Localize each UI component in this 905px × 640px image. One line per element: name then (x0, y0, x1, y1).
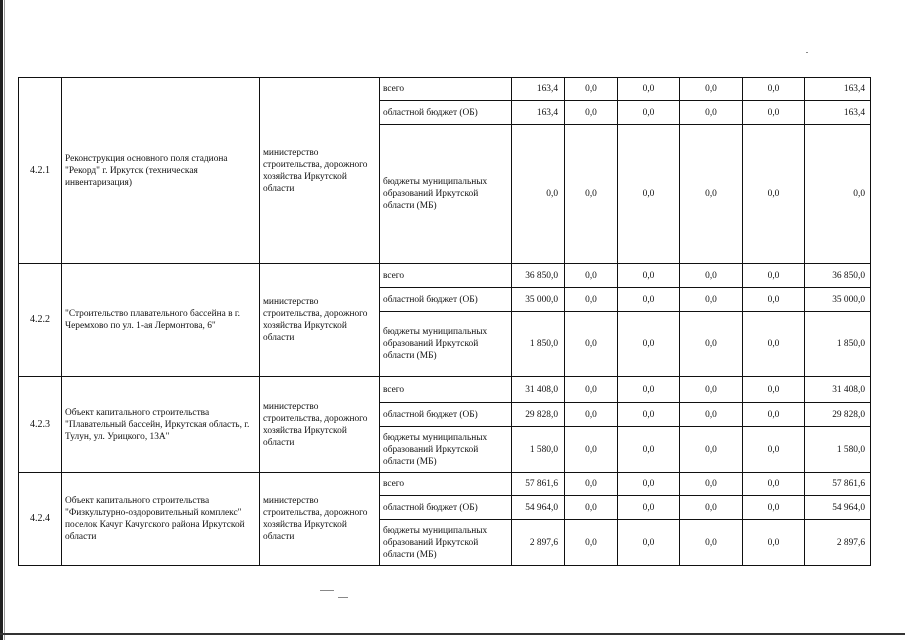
funding-value: 36 850,0 (512, 264, 565, 288)
funding-value: 0,0 (618, 125, 680, 264)
funding-value: 0,0 (618, 403, 680, 427)
funding-value: 0,0 (680, 427, 743, 473)
funding-value: 0,0 (743, 496, 805, 520)
funding-value: 31 408,0 (512, 377, 565, 403)
project-name: Реконструкция основного поля стадиона "Рекорд" г. Иркутск (техническая инвентаризация) (62, 78, 260, 264)
funding-value: 163,4 (805, 78, 871, 101)
funding-value: 0,0 (618, 520, 680, 566)
budget-table (18, 77, 871, 566)
funding-value: 35 000,0 (805, 288, 871, 312)
funding-value: 57 861,6 (805, 473, 871, 496)
scan-border-bottom (0, 633, 905, 635)
table-row (19, 473, 871, 496)
scan-speck (806, 52, 808, 53)
funding-source: бюджеты муниципальных образований Иркутской области (МБ) (380, 520, 512, 566)
scan-speck (338, 597, 348, 598)
funding-value: 0,0 (743, 403, 805, 427)
funding-source: бюджеты муниципальных образований Иркутской области (МБ) (380, 312, 512, 377)
funding-value: 0,0 (680, 101, 743, 125)
project-executor: министерство строительства, дорожного хозяйства Иркутской области (260, 264, 380, 377)
funding-value: 0,0 (565, 312, 618, 377)
funding-value: 29 828,0 (805, 403, 871, 427)
funding-value: 0,0 (680, 264, 743, 288)
funding-value: 0,0 (743, 264, 805, 288)
funding-value: 0,0 (618, 473, 680, 496)
funding-value: 0,0 (680, 473, 743, 496)
funding-value: 54 964,0 (805, 496, 871, 520)
scan-speck (320, 590, 334, 591)
funding-value: 0,0 (565, 403, 618, 427)
funding-value: 29 828,0 (512, 403, 565, 427)
funding-value: 1 580,0 (512, 427, 565, 473)
table-row (19, 264, 871, 288)
funding-source: областной бюджет (ОБ) (380, 403, 512, 427)
funding-value: 54 964,0 (512, 496, 565, 520)
funding-value: 57 861,6 (512, 473, 565, 496)
funding-value: 0,0 (743, 520, 805, 566)
funding-source: областной бюджет (ОБ) (380, 101, 512, 125)
funding-value: 0,0 (565, 288, 618, 312)
project-executor: министерство строительства, дорожного хозяйства Иркутской области (260, 377, 380, 473)
project-name: Объект капитального строительства "Физкультурно-оздоровительный комплекс" поселок Качуг Качугского района Иркутской области (62, 473, 260, 566)
funding-value: 163,4 (512, 78, 565, 101)
funding-value: 0,0 (680, 312, 743, 377)
funding-value: 2 897,6 (512, 520, 565, 566)
funding-source: всего (380, 473, 512, 496)
funding-source: всего (380, 377, 512, 403)
funding-value: 0,0 (805, 125, 871, 264)
funding-value: 0,0 (618, 496, 680, 520)
funding-value: 0,0 (618, 78, 680, 101)
funding-value: 0,0 (743, 125, 805, 264)
funding-value: 0,0 (565, 427, 618, 473)
funding-value: 31 408,0 (805, 377, 871, 403)
project-name: "Строительство плавательного бассейна в г. Черемхово по ул. 1-ая Лермонтова, 6" (62, 264, 260, 377)
funding-source: всего (380, 264, 512, 288)
funding-value: 163,4 (805, 101, 871, 125)
funding-value: 0,0 (680, 496, 743, 520)
funding-source: бюджеты муниципальных образований Иркутской области (МБ) (380, 427, 512, 473)
funding-value: 1 850,0 (805, 312, 871, 377)
funding-value: 0,0 (743, 473, 805, 496)
row-number: 4.2.4 (19, 473, 62, 566)
funding-value: 0,0 (565, 520, 618, 566)
funding-source: всего (380, 78, 512, 101)
funding-value: 0,0 (680, 520, 743, 566)
project-name: Объект капитального строительства "Плавательный бассейн, Иркутская область, г. Тулун, ул. Урицкого, 13А" (62, 377, 260, 473)
funding-source: областной бюджет (ОБ) (380, 496, 512, 520)
table-row (19, 78, 871, 101)
row-number: 4.2.2 (19, 264, 62, 377)
funding-value: 0,0 (618, 377, 680, 403)
funding-value: 0,0 (680, 78, 743, 101)
funding-value: 0,0 (680, 125, 743, 264)
funding-value: 0,0 (618, 312, 680, 377)
funding-value: 0,0 (618, 427, 680, 473)
funding-value: 0,0 (680, 403, 743, 427)
funding-value: 35 000,0 (512, 288, 565, 312)
funding-value: 2 897,6 (805, 520, 871, 566)
funding-value: 0,0 (565, 377, 618, 403)
funding-value: 0,0 (618, 101, 680, 125)
row-number: 4.2.3 (19, 377, 62, 473)
funding-value: 0,0 (743, 78, 805, 101)
funding-value: 0,0 (743, 312, 805, 377)
project-executor: министерство строительства, дорожного хозяйства Иркутской области (260, 473, 380, 566)
table-row (19, 377, 871, 403)
funding-value: 0,0 (565, 473, 618, 496)
project-executor: министерство строительства, дорожного хозяйства Иркутской области (260, 78, 380, 264)
scan-border-left-shadow (4, 0, 5, 640)
funding-value: 0,0 (618, 264, 680, 288)
funding-value: 163,4 (512, 101, 565, 125)
funding-value: 0,0 (743, 101, 805, 125)
funding-value: 1 850,0 (512, 312, 565, 377)
funding-value: 0,0 (565, 101, 618, 125)
funding-value: 0,0 (565, 264, 618, 288)
funding-value: 0,0 (565, 78, 618, 101)
row-number: 4.2.1 (19, 78, 62, 264)
funding-value: 0,0 (743, 427, 805, 473)
funding-value: 0,0 (680, 288, 743, 312)
funding-value: 0,0 (512, 125, 565, 264)
funding-source: областной бюджет (ОБ) (380, 288, 512, 312)
funding-source: бюджеты муниципальных образований Иркутской области (МБ) (380, 125, 512, 264)
scan-border-left (0, 0, 3, 640)
funding-value: 1 580,0 (805, 427, 871, 473)
table-body (19, 78, 871, 566)
funding-value: 0,0 (680, 377, 743, 403)
funding-value: 36 850,0 (805, 264, 871, 288)
funding-value: 0,0 (565, 496, 618, 520)
funding-value: 0,0 (618, 288, 680, 312)
funding-value: 0,0 (743, 377, 805, 403)
funding-value: 0,0 (565, 125, 618, 264)
funding-value: 0,0 (743, 288, 805, 312)
